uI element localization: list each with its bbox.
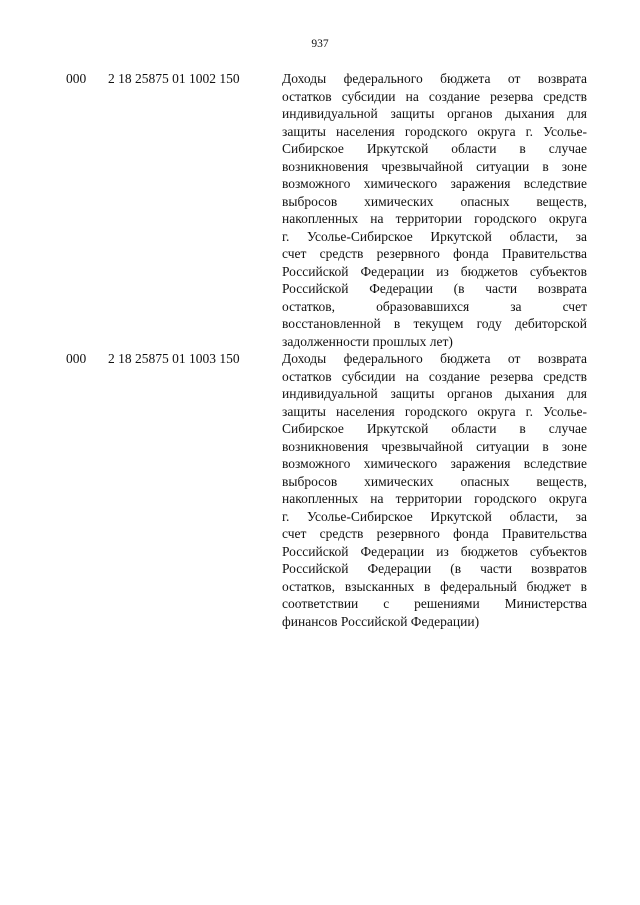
description-line: возникновения чрезвычайной ситуации в зоне — [282, 438, 587, 454]
description-line: защиты населения городского округа г. Усолье- — [282, 403, 587, 419]
description-line: г. Усолье-Сибирское Иркутской области, за — [282, 228, 587, 244]
description-line: индивидуальной защиты органов дыхания для — [282, 106, 587, 121]
description-line: Российской Федерации (в части возвратов — [282, 561, 587, 576]
description-line: возможного химического заражения вследствие — [282, 176, 587, 191]
description-line: накопленных на территории городского округа — [282, 491, 587, 506]
kbk-code: 2 18 25875 01 1002 150 — [108, 71, 240, 86]
description-line: Российской Федерации из бюджетов субъектов — [282, 263, 587, 279]
description-line: восстановленной в текущем году дебиторской — [282, 316, 587, 331]
entry-description — [282, 70, 587, 350]
description-line: остатков субсидии на создание резерва средств — [282, 368, 587, 384]
description-line: счет средств резервного фонда Правительства — [282, 246, 587, 261]
description-line: Сибирское Иркутской области в случае — [282, 421, 587, 436]
description-line: г. Усолье-Сибирское Иркутской области, за — [282, 508, 587, 524]
page-number: 937 — [311, 38, 329, 50]
description-line: Доходы федерального бюджета от возврата — [282, 351, 587, 366]
admin-code: 000 — [66, 351, 87, 366]
description-line: индивидуальной защиты органов дыхания для — [282, 386, 587, 401]
admin-code: 000 — [66, 71, 87, 86]
description-line: выбросов химических опасных веществ, — [282, 193, 587, 209]
description-line: Сибирское Иркутской области в случае — [282, 141, 587, 156]
description-line: финансов Российской Федерации) — [282, 613, 480, 629]
description-line: Российской Федерации (в части возврата — [282, 281, 587, 296]
description-line: задолженности прошлых лет) — [282, 333, 453, 349]
description-line: Российской Федерации из бюджетов субъектов — [282, 543, 587, 559]
description-line: остатков субсидии на создание резерва средств — [282, 88, 587, 104]
description-line: остатков, образовавшихся за счет — [282, 298, 587, 314]
description-line: защиты населения городского округа г. Усолье- — [282, 123, 587, 139]
description-line: возможного химического заражения вследствие — [282, 456, 587, 471]
description-line: остатков, взысканных в федеральный бюджет в — [282, 578, 587, 594]
description-line: счет средств резервного фонда Правительства — [282, 526, 587, 541]
entry-description — [282, 350, 587, 630]
description-line: возникновения чрезвычайной ситуации в зоне — [282, 158, 587, 174]
description-line: соответствии с решениями Министерства — [282, 596, 587, 611]
description-line: выбросов химических опасных веществ, — [282, 473, 587, 489]
description-line: накопленных на территории городского округа — [282, 211, 587, 226]
kbk-code: 2 18 25875 01 1003 150 — [108, 351, 240, 366]
description-line: Доходы федерального бюджета от возврата — [282, 71, 587, 86]
